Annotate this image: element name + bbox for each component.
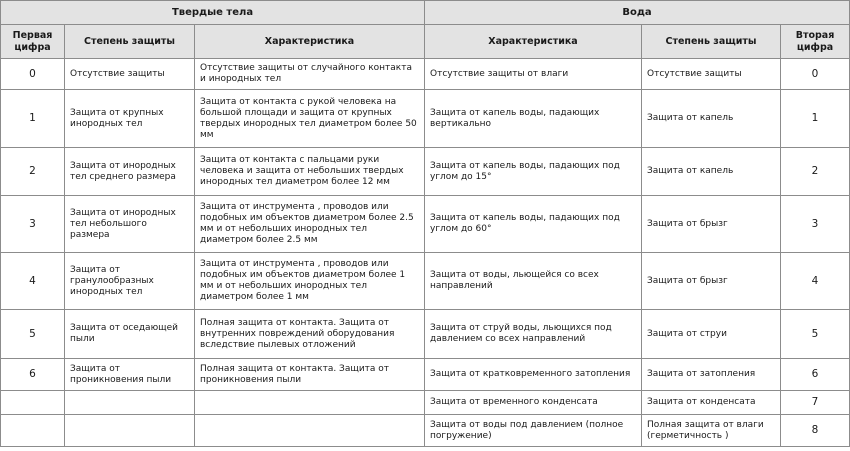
cell-solid-protection: Защита от инородных тел небольшого размера bbox=[65, 196, 195, 253]
cell-water-protection: Защита от струи bbox=[642, 310, 781, 359]
cell-first-digit: 4 bbox=[1, 253, 65, 310]
cell-solid-protection: Защита от оседающей пыли bbox=[65, 310, 195, 359]
cell-first-digit: 2 bbox=[1, 148, 65, 196]
cell-water-protection: Защита от капель bbox=[642, 90, 781, 148]
cell-solid-characteristic: Полная защита от контакта. Защита от внутренних повреждений оборудования вследствие пылевых отложений bbox=[195, 310, 425, 359]
table-row bbox=[1, 415, 850, 447]
cell-first-digit bbox=[1, 415, 65, 447]
table-row bbox=[1, 359, 850, 391]
cell-solid-characteristic: Защита от инструмента , проводов или подобных им объектов диаметром более 1 мм и от небольших инородных тел диаметром более 1 мм bbox=[195, 253, 425, 310]
cell-second-digit: 8 bbox=[781, 415, 850, 447]
cell-water-protection: Защита от брызг bbox=[642, 196, 781, 253]
table-row bbox=[1, 391, 850, 415]
cell-solid-characteristic: Отсутствие защиты от случайного контакта и инородных тел bbox=[195, 59, 425, 90]
header-second-digit: Вторая цифра bbox=[781, 25, 850, 59]
header-first-digit: Первая цифра bbox=[1, 25, 65, 59]
cell-second-digit: 6 bbox=[781, 359, 850, 391]
cell-water-characteristic: Защита от струй воды, льющихся под давлением со всех направлений bbox=[425, 310, 642, 359]
cell-water-protection: Защита от конденсата bbox=[642, 391, 781, 415]
cell-first-digit: 5 bbox=[1, 310, 65, 359]
cell-first-digit: 6 bbox=[1, 359, 65, 391]
group-header-row bbox=[1, 1, 850, 25]
cell-solid-characteristic bbox=[195, 391, 425, 415]
cell-solid-protection: Защита от инородных тел среднего размера bbox=[65, 148, 195, 196]
cell-solid-protection: Защита от гранулообразных инородных тел bbox=[65, 253, 195, 310]
cell-second-digit: 3 bbox=[781, 196, 850, 253]
group-water: Вода bbox=[425, 1, 850, 25]
cell-water-protection: Полная защита от влаги (герметичность ) bbox=[642, 415, 781, 447]
cell-water-protection: Защита от капель bbox=[642, 148, 781, 196]
cell-first-digit: 1 bbox=[1, 90, 65, 148]
cell-water-protection: Отсутствие защиты bbox=[642, 59, 781, 90]
header-solid-protection: Степень защиты bbox=[65, 25, 195, 59]
table-row bbox=[1, 310, 850, 359]
cell-second-digit: 7 bbox=[781, 391, 850, 415]
cell-water-characteristic: Защита от капель воды, падающих под углом до 15° bbox=[425, 148, 642, 196]
cell-water-characteristic: Защита от воды, льющейся со всех направлений bbox=[425, 253, 642, 310]
table-row bbox=[1, 90, 850, 148]
cell-water-protection: Защита от брызг bbox=[642, 253, 781, 310]
table-row bbox=[1, 59, 850, 90]
table-row bbox=[1, 148, 850, 196]
cell-water-characteristic: Защита от воды под давлением (полное погружение) bbox=[425, 415, 642, 447]
group-solids: Твердые тела bbox=[1, 1, 425, 25]
cell-water-characteristic: Отсутствие защиты от влаги bbox=[425, 59, 642, 90]
cell-water-characteristic: Защита от временного конденсата bbox=[425, 391, 642, 415]
cell-water-protection: Защита от затопления bbox=[642, 359, 781, 391]
cell-water-characteristic: Защита от кратковременного затопления bbox=[425, 359, 642, 391]
header-water-characteristic: Характеристика bbox=[425, 25, 642, 59]
cell-solid-characteristic bbox=[195, 415, 425, 447]
cell-solid-protection: Защита от проникновения пыли bbox=[65, 359, 195, 391]
cell-water-characteristic: Защита от капель воды, падающих вертикально bbox=[425, 90, 642, 148]
cell-second-digit: 5 bbox=[781, 310, 850, 359]
table-row bbox=[1, 253, 850, 310]
cell-second-digit: 4 bbox=[781, 253, 850, 310]
cell-first-digit: 0 bbox=[1, 59, 65, 90]
cell-first-digit: 3 bbox=[1, 196, 65, 253]
cell-first-digit bbox=[1, 391, 65, 415]
cell-second-digit: 2 bbox=[781, 148, 850, 196]
cell-solid-protection: Отсутствие защиты bbox=[65, 59, 195, 90]
cell-solid-protection bbox=[65, 391, 195, 415]
header-water-protection: Степень защиты bbox=[642, 25, 781, 59]
cell-solid-characteristic: Защита от контакта с рукой человека на большой площади и защита от крупных твердых инородных тел диаметром более 50 мм bbox=[195, 90, 425, 148]
cell-solid-characteristic: Защита от контакта с пальцами руки человека и защита от небольших твердых инородных тел диаметром более 12 мм bbox=[195, 148, 425, 196]
cell-second-digit: 0 bbox=[781, 59, 850, 90]
header-solid-characteristic: Характеристика bbox=[195, 25, 425, 59]
cell-water-characteristic: Защита от капель воды, падающих под углом до 60° bbox=[425, 196, 642, 253]
column-header-row bbox=[1, 25, 850, 59]
cell-solid-protection bbox=[65, 415, 195, 447]
cell-second-digit: 1 bbox=[781, 90, 850, 148]
table-row bbox=[1, 196, 850, 253]
cell-solid-protection: Защита от крупных инородных тел bbox=[65, 90, 195, 148]
cell-solid-characteristic: Защита от инструмента , проводов или подобных им объектов диаметром более 2.5 мм и от небольших инородных тел диаметром более 2.5 мм bbox=[195, 196, 425, 253]
cell-solid-characteristic: Полная защита от контакта. Защита от проникновения пыли bbox=[195, 359, 425, 391]
